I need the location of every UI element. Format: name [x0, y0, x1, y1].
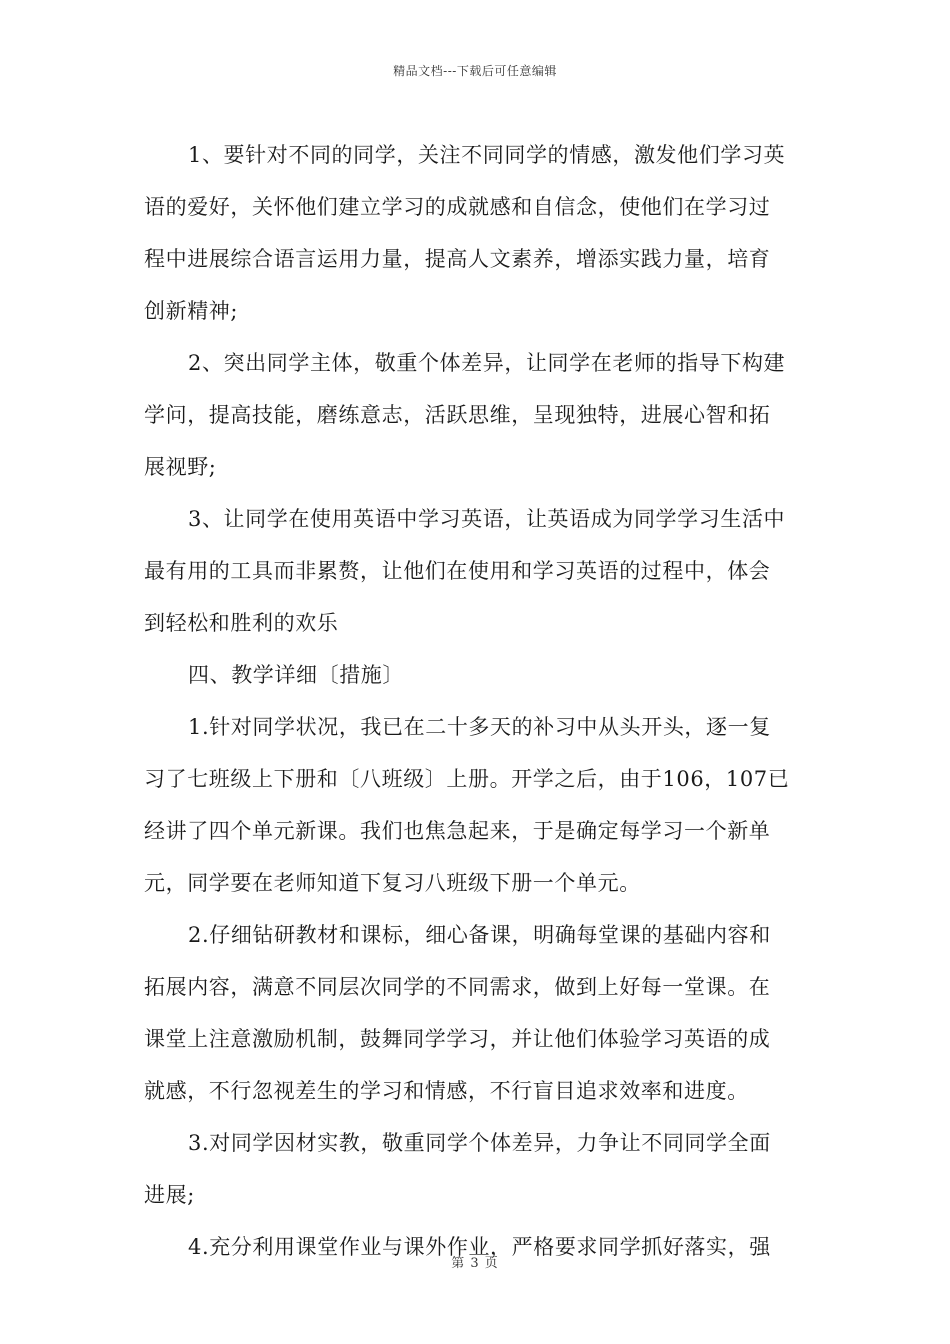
- paragraph-line: 3、让同学在使用英语中学习英语，让英语成为同学学习生活中: [188, 507, 786, 531]
- paragraph-line: 拓展内容，满意不同层次同学的不同需求，做到上好每一堂课。在: [144, 975, 771, 999]
- paragraph-line: 习了七班级上下册和〔八班级〕上册。开学之后，由于106，107已: [144, 767, 790, 791]
- paragraph-line: 创新精神;: [144, 299, 239, 323]
- paragraph-line: 进展;: [144, 1183, 195, 1207]
- paragraph-line: 就感，不行忽视差生的学习和情感，不行盲目追求效率和进度。: [144, 1079, 749, 1103]
- paragraph-line: 3.对同学因材实教，敬重同学个体差异，力争让不同同学全面: [188, 1131, 771, 1155]
- section-heading: 四、教学详细〔措施〕: [188, 663, 404, 687]
- page-header: 精品文档---下载后可任意编辑: [393, 64, 557, 78]
- paragraph-line: 程中进展综合语言运用力量，提高人文素养，增添实践力量，培育: [144, 247, 771, 271]
- paragraph-line: 2.仔细钻研教材和课标，细心备课，明确每堂课的基础内容和: [188, 923, 771, 947]
- page-number: 第 3 页: [451, 1256, 499, 1271]
- paragraph-line: 学问，提高技能，磨练意志，活跃思维，呈现独特，进展心智和拓: [144, 403, 771, 427]
- paragraph-line: 到轻松和胜利的欢乐: [144, 611, 339, 635]
- paragraph-line: 语的爱好，关怀他们建立学习的成就感和自信念，使他们在学习过: [144, 195, 771, 219]
- paragraph-line: 元，同学要在老师知道下复习八班级下册一个单元。: [144, 871, 641, 895]
- paragraph-line: 展视野;: [144, 455, 217, 479]
- paragraph-line: 最有用的工具而非累赘，让他们在使用和学习英语的过程中，体会: [144, 559, 771, 583]
- paragraph-line: 4.充分利用课堂作业与课外作业，严格要求同学抓好落实，强: [188, 1235, 771, 1259]
- paragraph-line: 1.针对同学状况，我已在二十多天的补习中从头开头，逐一复: [188, 715, 771, 739]
- paragraph-line: 2、突出同学主体，敬重个体差异，让同学在老师的指导下构建: [188, 351, 786, 375]
- paragraph-line: 经讲了四个单元新课。我们也焦急起来，于是确定每学习一个新单: [144, 819, 771, 843]
- paragraph-line: 1、要针对不同的同学，关注不同同学的情感，激发他们学习英: [188, 143, 786, 167]
- document-body: [144, 129, 810, 1273]
- paragraph-line: 课堂上注意激励机制，鼓舞同学学习，并让他们体验学习英语的成: [144, 1027, 771, 1051]
